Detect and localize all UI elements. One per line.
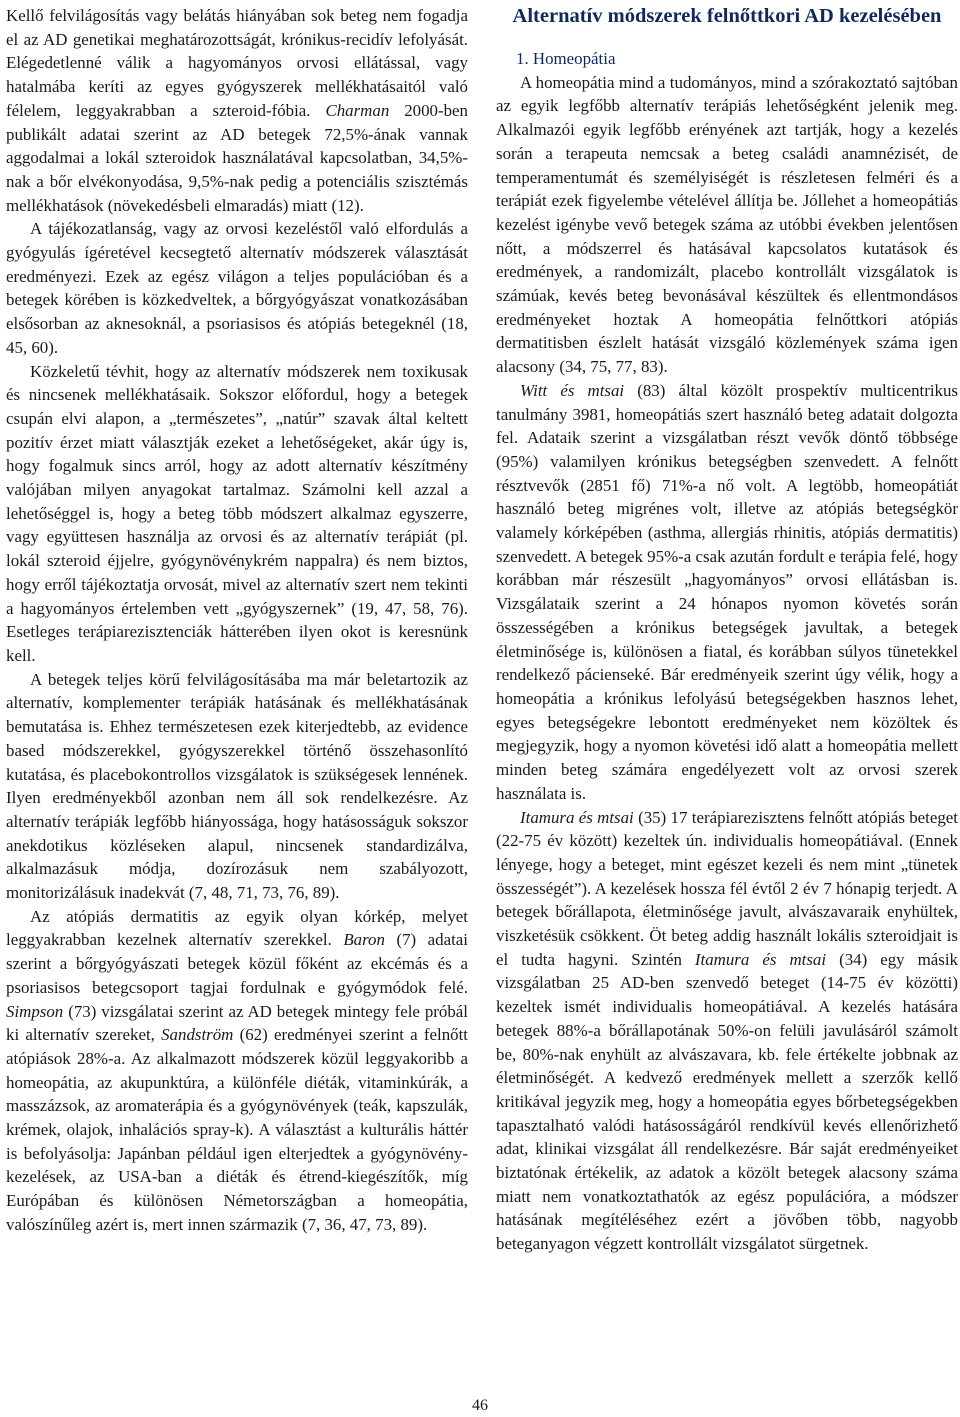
section-body: [496, 71, 958, 1256]
page-number: 46: [472, 1397, 488, 1414]
author-name: Simpson: [6, 1001, 64, 1021]
paragraph: [6, 905, 468, 1237]
paragraph: [6, 4, 468, 217]
text-run: (34) egy másik vizsgálatban 25 AD-ben szenvedő beteget (14-75 év közötti) kezeltek ismét individualis homeopátiával. A kezelés hatására betegek 88%-a bőrállapotának 50%-on felüli javulásáról számolt be, 80%-nak enyhült az alvászavara, kb. fele értékelte jobbnak az életminőségét. A kedvező eredmények mellett a szerzők kellő kritikával jegyzik meg, hogy a homeopátia egyes bőrbetegségekben tapasztalható valódi hatásosságáról rendkívül kevés ellenőrizhető adat, klinikai vizsgálat áll rendelkezésre. Bár saját eredményeiket biztatónak értékelik, az adatok a közölt betegek alacsony száma miatt nem vonatkoztathatók az egész populációra, a módszer hatásának megítéléséhez ezért a jövőben több, nagyobb beteganyagon végzett kontrollált vizsgálatot sürgetnek.: [496, 949, 958, 1254]
author-name: Witt és mtsai: [520, 380, 625, 400]
text-run: (83) által közölt prospektív multicentrikus tanulmány 3981, homeopátiás szert használó beteg adatait dolgozta fel. Adataik szerint a vizsgálatban részt vevők döntő többsége (95%) valamilyen krónikus betegségben szenvedett. A felnőtt résztvevők (2851 fő) 71%-a nő volt. A legtöbb, homeopátiát használó beteg migrénes volt, illetve az atópiás betegségkör valamely kórképében (asthma, allergiás rhinitis, atópiás dermatitis) szenvedett. A betegek 95%-a csak azután fordult e terápia felé, hogy korábban már részesült „hagyományos” orvosi ellátásban is. Vizsgálataik szerint a 24 hónapos nyomon követés során összességében a krónikus betegségek javultak, a betegek életminősége is, különösen a fiatal, és korábban súlyos tünetekkel rendelkező pácienseké. Bár eredményeik szerint úgy vélik, hogy a homeopátia a krónikus lefolyású betegségekben hasznos lehet, egyes betegségekre lebontott eredményeket nem közöltek és megjegyzik, hogy a nyomon követési idő alatt a homeopátia mellett minden beteg számára engedélyezett volt az orvosi szerek használata is.: [496, 380, 958, 803]
text-run: (73) vizsgálatai szerint az AD betegek mintegy fele próbál ki alternatív szereket,: [6, 1001, 468, 1045]
section-title: Alternatív módszerek felnőttkori AD kezelésében: [512, 5, 942, 27]
left-column: [6, 4, 468, 1237]
text-run: 2000-ben publikált adatai szerint az AD betegek 72,5%-ának vannak aggodalmai a lokál szteroidok használatával kapcsolatban, 34,5%-nak a bőr elvékonyodása, 9,5%-nak pedig a potenciális szisztémás mellékhatások (növekedésbeli elmaradás) miatt (12).: [6, 100, 468, 215]
paragraph: A homeopátia mind a tudományos, mind a szórakoztató sajtóban az egyik legfőbb alternatív terápiás lehetőségként jelenik meg. Alkalmazói egyik legfőbb erényének azt tartják, hogy a kezelés során a terapeuta nemcsak a beteg családi anamnézisét, de temperamentumát és személyiségét is részletesen felméri és a terápiát ezek figyelembe vételével állítja be. Jóllehet a homeopátiás kezelést igénybe vevő betegek száma az utóbbi években jelentősen nőtt, a módszerrel és hatásával kapcsolatos kutatások és eredmények, a randomizált, placebo kontrollált vizsgálatok is számúak, kevés beteg bevonásával készültek és ellentmondásos eredményeket hoztak A homeopátia felnőttkori atópiás dermatitisben észlelt hatását vizsgáló közlemények száma igen alacsony (34, 75, 77, 83).: [496, 72, 958, 377]
right-column: [496, 4, 958, 1256]
paragraph: [496, 806, 958, 1256]
author-name: Itamura és mtsai: [520, 807, 634, 827]
paragraph: A tájékozatlanság, vagy az orvosi kezeléstől való elfordulás a gyógyulás ígéretével kecsegtető alternatív módszerek választását eredményezi. Ezek az egész világon a teljes populációban és a betegek körében is közkedveltek, a bőrgyógyászat vonatkozásában elsősorban az aknesoknál, a psoriasisos és atópiás betegeknél (18, 45, 60).: [6, 219, 468, 357]
author-name: Baron: [343, 930, 385, 950]
author-name: Itamura és mtsai: [694, 949, 827, 969]
text-run: (35) 17 terápiarezisztens felnőtt atópiás beteget (22-75 év között) kezeltek ún. individualis homeopátiával. (Ennek lényege, hogy a beteget, mint egészet kezeli és nem mint „tünetek összességét”). A kezelések hossza fél évtől 2 év 7 hónapig terjedt. A betegek bőrállapota, életminősége javult, alvászavaraik enyhültek, viszketésük csökkent. Öt beteg addig használt lokális szteroidjait is el tudta hagyni. Szintén: [496, 807, 959, 969]
subsection-heading: 1. Homeopátia: [516, 49, 616, 68]
text-run: (7) adatai szerint a bőrgyógyászati betegek közül főként az ekcémás és a psoriasisos betegcsoport tagjai fordulnak e gyógymódok felé.: [6, 930, 468, 997]
text-run: (62) eredményei szerint a felnőtt atópiások 28%-a. Az alkalmazott módszerek közül leggyakoribb a homeopátia, az akupunktúra, a különféle diéták, vitaminkúrák, a masszázsok, az aromaterápia és a gyógynövények (teák, kapszulák, krémek, olajok, inhalációs spray-k). A választást a kulturális háttér is befolyásolja: Japánban például igen elterjedtek a gyógynövény-kezelések, az USA-ban a diéták és étrend-kiegészítők, míg Európában és különösen Németországban a homeopátia, valószínűleg azért is, mert innen származik (7, 36, 47, 73, 89).: [6, 1025, 468, 1234]
paragraph: Közkeletű tévhit, hogy az alternatív módszerek nem toxikusak és nincsenek mellékhatásaik. Sokszor előfordul, hogy a betegek csupán elvi alapon, a „természetes”, „natúr” szavak által keltett pozitív érzet miatt választják ezeket a lehetőségeket, akár úgy is, hogy fogalmuk sincs arról, hogy az adott alternatív készítmény valójában milyen anyagokat tartalmaz. Számolni kell azzal a lehetőséggel is, hogy a beteg több módszert alkalmaz egyszerre, vagy együttesen használja az orvosi és az alternatív terápiát (pl. lokál szteroid éjjelre, gyógynövénykrém nappalra) és nem biztos, hogy erről tájékoztatja orvosát, mivel az alternatív szert nem tekinti a hagyományos értelemben vett „gyógyszernek” (19, 47, 58, 76). Esetleges terápiarezisztenciák hátterében ilyen okot is keresnünk kell.: [6, 361, 468, 665]
author-name: Charman: [325, 100, 390, 120]
author-name: Sandström: [161, 1025, 234, 1045]
paragraph: [496, 379, 958, 806]
paragraph: A betegek teljes körű felvilágosításába ma már beletartozik az alternatív, komplementer terápiák hatásának és mellékhatásának bemutatása is. Ehhez természetesen ezek kiterjedtebb, az evidence based módszerekkel, gyógyszerekkel történő összehasonlító kutatása, és placebokontrollos vizsgálatok is szükségesek lennének. Ilyen eredményekből azonban nem áll sok rendelkezésre. Az alternatív terápiák legfőbb hiányossága, hogy hatásosságuk sokszor anekdotikus közléseken alapul, nincsenek standardizálva, alkalmazásuk módja, dozírozásuk nem szabályozott, monitorizálásuk inadekvát (7, 48, 71, 73, 76, 89).: [6, 669, 468, 903]
text-run: Az atópiás dermatitis az egyik olyan kórkép, melyet leggyakrabban kezelnek alternatív szerekkel.: [6, 906, 468, 950]
text-run: Kellő felvilágosítás vagy belátás hiányában sok beteg nem fogadja el az AD genetikai meghatározottságát, krónikus-recidív lefolyását. Elégedetlenné válik a hagyományos orvosi ellátással, vagy hatalmába keríti az egyes gyógyszerek mellékhatásaitól való félelem, leggyakrabban a szteroid-fóbia.: [6, 6, 468, 120]
